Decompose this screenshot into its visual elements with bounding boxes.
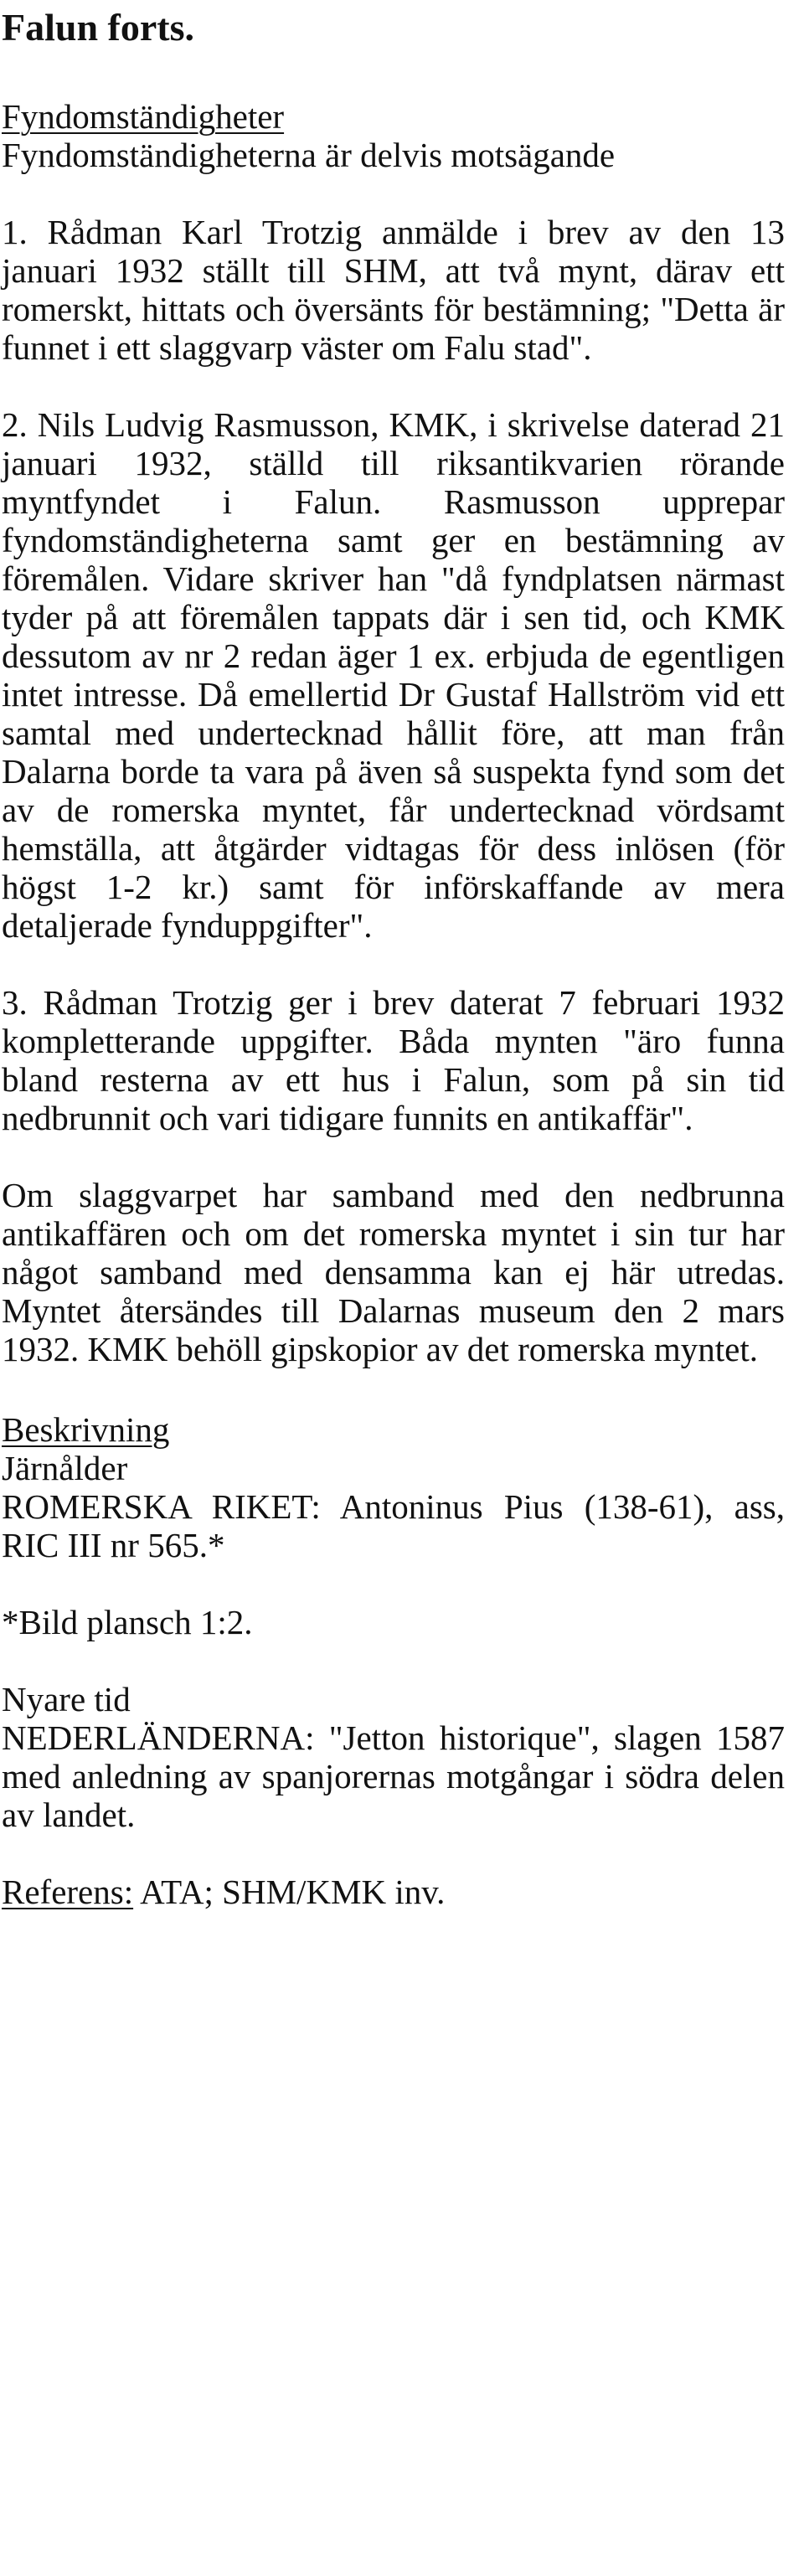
period-label-jarnalder: Järnålder: [2, 1449, 128, 1487]
section-heading-fyndomstandigheter: Fyndomständigheter: [2, 97, 285, 136]
period-label-nyare-tid: Nyare tid: [2, 1680, 131, 1718]
paragraph-item-1: 1. Rådman Karl Trotzig anmälde i brev av den 13 januari 1932 ställt till SHM, att två mynt, därav ett romerskt, hittats och översänts för bestämning; "Detta är funnet i ett slaggvarp väster om Falu stad".: [2, 213, 785, 367]
section-heading-beskrivning: Beskrivning: [2, 1410, 170, 1449]
reference-label: Referens:: [2, 1873, 134, 1911]
coin-description-roman: ROMERSKA RIKET: Antoninus Pius (138-61), ass, RIC III nr 565.*: [2, 1487, 785, 1564]
reference-value: ATA; SHM/KMK inv.: [133, 1873, 446, 1911]
closing-paragraph: Om slaggvarpet har samband med den nedbrunna antikaffären och om det romerska myntet i sin tur har något samband med densamma kan ej här utredas. Myntet återsändes till Dalarnas museum den 2 mars 1932. KMK behöll gipskopior av det romerska myntet.: [2, 1176, 785, 1368]
intro-paragraph: Fyndomständigheterna är delvis motsägande: [2, 136, 616, 174]
coin-description-netherlands: NEDERLÄNDERNA: "Jetton historique", slagen 1587 med anledning av spanjorernas motgångar i södra delen av landet.: [2, 1718, 785, 1834]
footnote: *Bild plansch 1:2.: [2, 1603, 253, 1641]
reference-line: [2, 1873, 785, 1911]
paragraph-item-3: 3. Rådman Trotzig ger i brev daterat 7 februari 1932 kompletterande uppgifter. Båda mynten "äro funna bland resterna av ett hus i Falun, som på sin tid nedbrunnit och vari tidigare funnits en antikaffär".: [2, 983, 785, 1137]
paragraph-item-2: 2. Nils Ludvig Rasmusson, KMK, i skrivelse daterad 21 januari 1932, ställd till riksantikvarien rörande myntfyndet i Falun. Rasmusson upprepar fyndomständigheterna samt ger en bestämning av föremålen. Vidare skriver han "då fyndplatsen närmast tyder på att föremålen tappats där i sen tid, och KMK dessutom av nr 2 redan äger 1 ex. erbjuda de egentligen intet intresse. Då emellertid Dr Gustaf Hallström vid ett samtal med undertecknad hållit före, att man från Dalarna borde ta vara på även så suspekta fynd som det av de romerska myntet, får undertecknad vördsamt hemställa, att åtgärder vidtagas för dess inlösen (för högst 1-2 kr.) samt för införskaffande av mera detaljerade fynduppgifter".: [2, 405, 785, 945]
page-title: Falun forts.: [2, 6, 194, 49]
